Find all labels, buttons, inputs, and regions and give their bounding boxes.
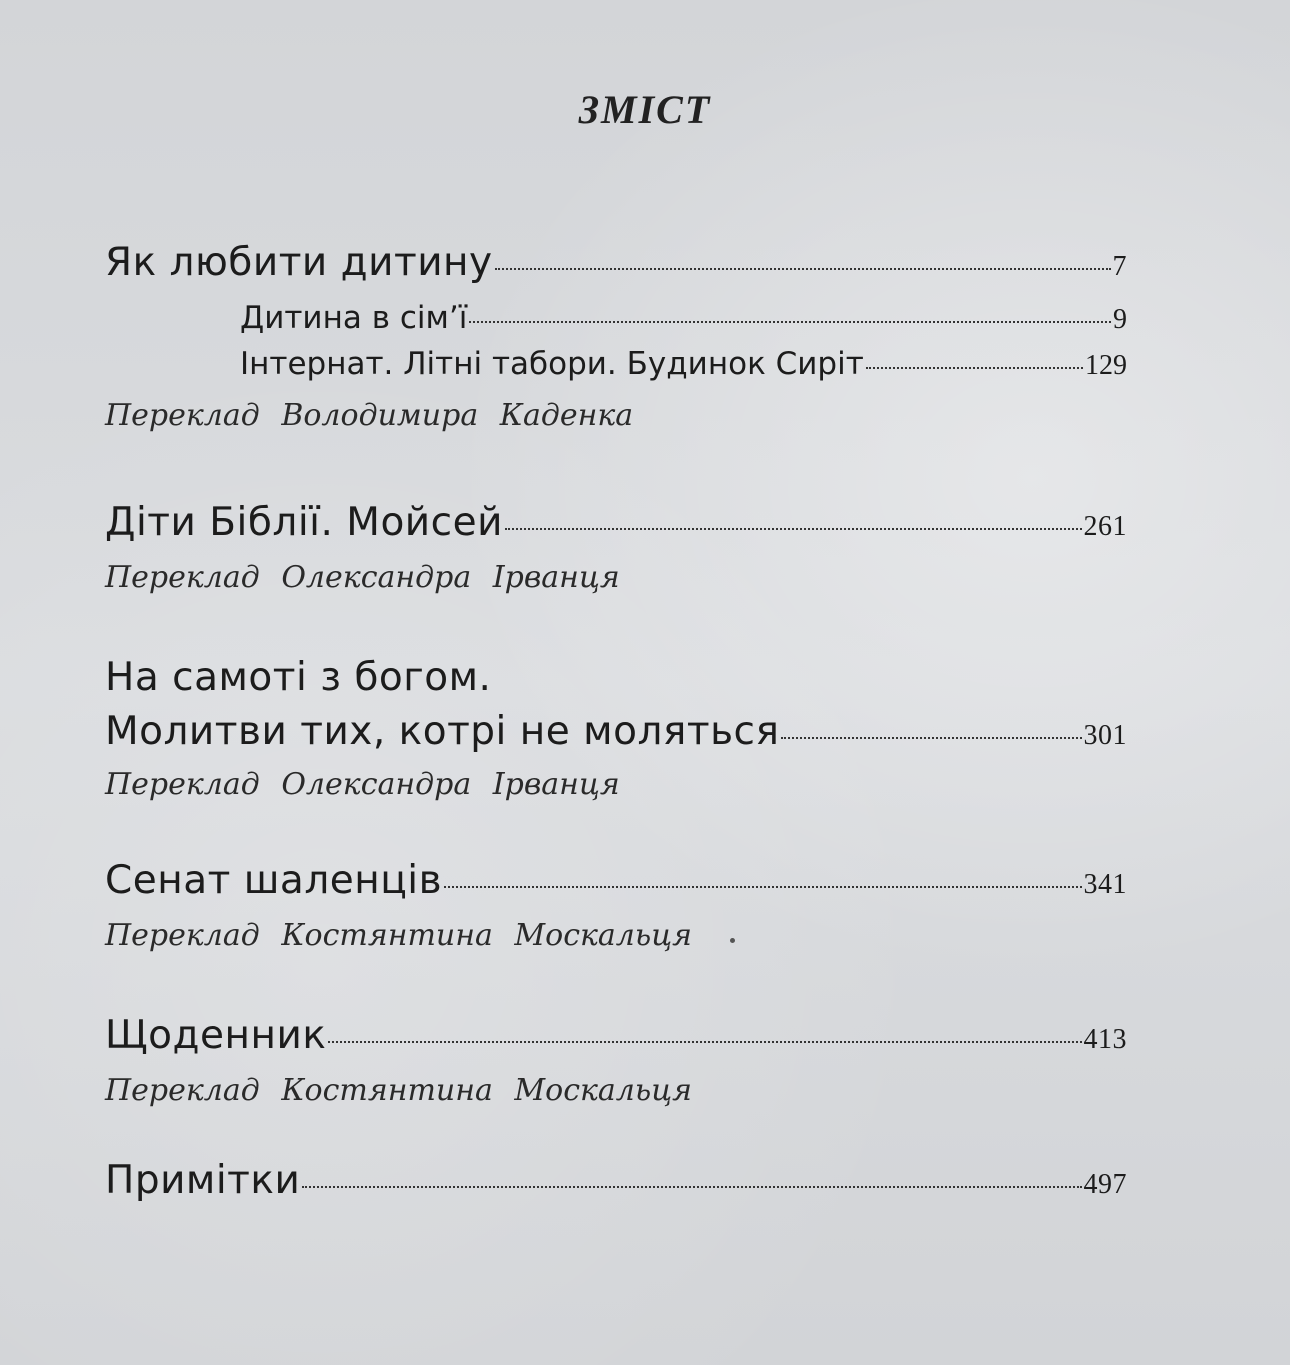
leader-dots [302,1186,1081,1188]
toc-section-1 [105,240,1127,433]
toc-entry[interactable] [105,709,1127,765]
toc-entry[interactable] [105,1158,1127,1216]
entry-title: Молитви тих, котрі не моляться [105,709,780,754]
toc-subentry[interactable] [105,346,1127,392]
paper-speck [730,938,735,943]
toc-section-3 [105,655,1127,802]
entry-page: 341 [1083,869,1127,900]
translator-credit: Переклад Володимира Каденка [105,398,634,433]
toc-entry[interactable] [105,858,1127,916]
entry-title: Діти Біблії. Мойсей [105,500,503,545]
toc-entry[interactable] [105,240,1127,300]
entry-page: 497 [1083,1169,1127,1200]
toc-section-5 [105,1013,1127,1108]
leader-dots [444,886,1081,888]
subentry-title: Інтернат. Літні табори. Будинок Сиріт [240,346,864,382]
entry-page: 7 [1112,251,1127,282]
toc-entry[interactable] [105,1013,1127,1071]
subentry-title: Дитина в сім’ї [240,300,468,336]
leader-dots [866,367,1083,369]
entry-page: 413 [1083,1024,1127,1055]
entry-title-line-1[interactable]: На самоті з богом. [105,655,492,700]
translator-credit: Переклад Олександра Ірванця [105,767,620,802]
leader-dots [505,528,1082,530]
entry-title: Примітки [105,1158,301,1203]
entry-page: 301 [1083,720,1127,751]
toc-section-6 [105,1158,1127,1216]
toc-section-2 [105,500,1127,595]
translator-credit: Переклад Костянтина Москальця [105,1073,693,1108]
toc-entry[interactable] [105,500,1127,556]
toc-subentry[interactable] [105,300,1127,346]
leader-dots [495,268,1111,270]
entry-page: 261 [1083,511,1127,542]
subentry-page: 129 [1085,350,1127,381]
translator-credit: Переклад Олександра Ірванця [105,560,620,595]
leader-dots [469,321,1111,323]
entry-title: Щоденник [105,1013,327,1058]
leader-dots [781,737,1081,739]
entry-title: Як любити дитину [105,240,493,285]
page-title: ЗМІСТ [578,87,712,132]
subentry-page: 9 [1113,304,1127,335]
toc-section-4 [105,858,1127,953]
translator-credit: Переклад Костянтина Москальця [105,918,693,953]
leader-dots [328,1041,1081,1043]
entry-title: Сенат шаленців [105,858,443,903]
